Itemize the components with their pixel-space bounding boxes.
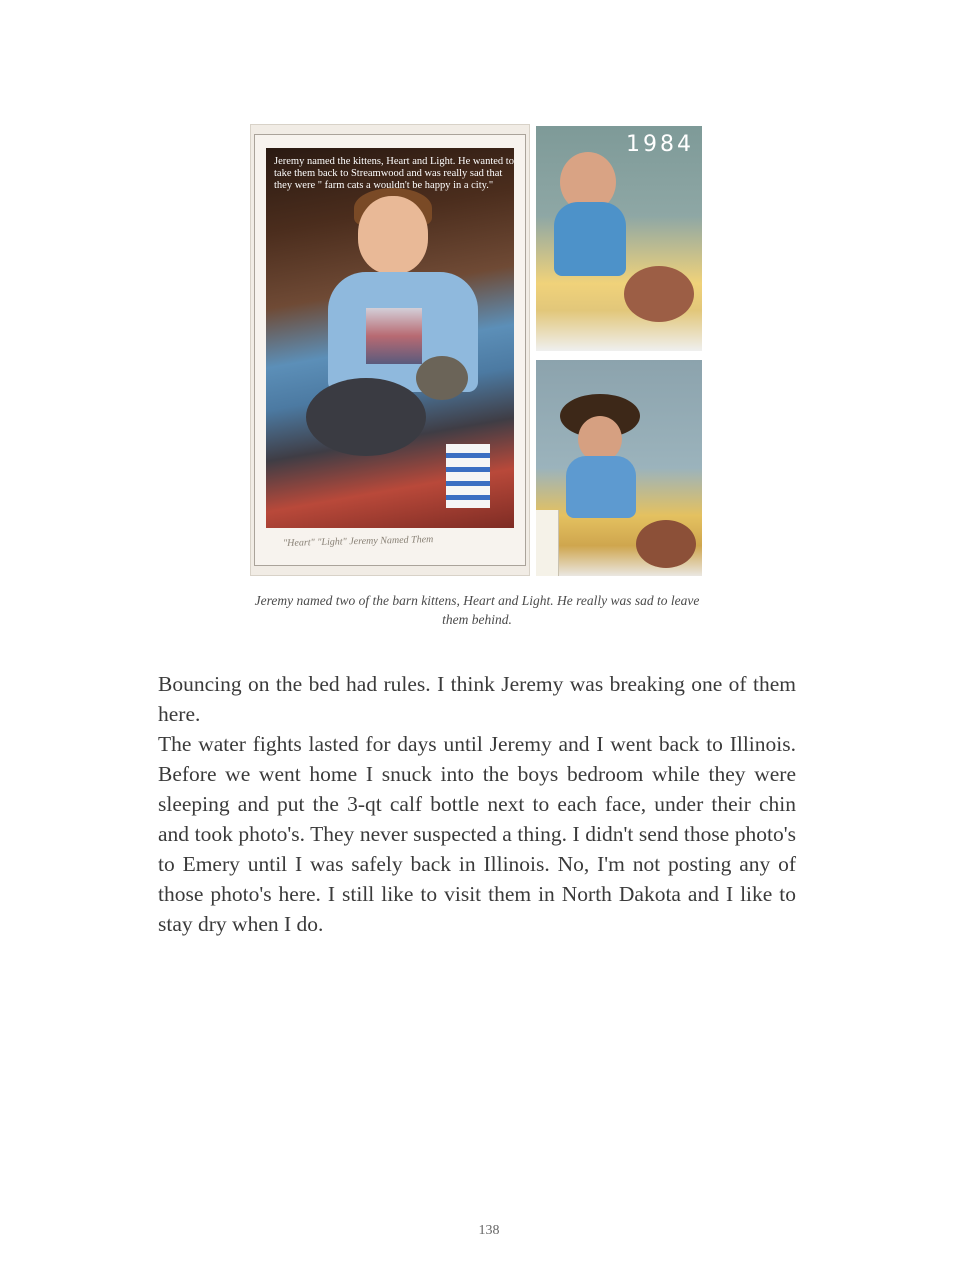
child-shirt [566, 456, 636, 518]
kitten-heart [306, 378, 426, 456]
year-stamp: 1984 [626, 132, 694, 157]
photo-kittens [250, 124, 530, 576]
photo-bed-bouncing [536, 360, 702, 576]
page-number: 138 [478, 1223, 500, 1238]
kitten-light [416, 356, 468, 400]
child-face [358, 196, 428, 274]
sleeping-child [624, 266, 694, 322]
paragraph: The water fights lasted for days until Jeremy and I went back to Illinois. Before we went home I snuck into the boys bedroom while they were sleeping and put the 3-qt calf bottle next to each face, under their chin and took photo's. They never suspected a thing. I didn't send those photo's to Emery until I was safely back in Illinois. No, I'm not posting any of those photo's here. I still like to visit them in North Dakota and I like to stay dry when I do. [158, 732, 796, 936]
shirt-print [366, 308, 422, 364]
paragraph: Bouncing on the bed had rules. I think Jeremy was breaking one of them here. [158, 672, 796, 726]
calf-bottle [536, 510, 559, 576]
photo-handwriting: "Heart" "Light" Jeremy Named Them [282, 534, 434, 550]
child-shirt [554, 202, 626, 276]
striped-sock [446, 444, 490, 508]
photo-collage [250, 124, 703, 578]
photo-kittens-image [266, 148, 514, 528]
sleeping-child [636, 520, 696, 568]
body-text [158, 669, 796, 939]
photo-bed-sitting [536, 126, 702, 351]
photo-frame [254, 134, 526, 566]
photo-note-text: Jeremy named the kittens, Heart and Light. He wanted to take them back to Streamwood and was really sad that they were " farm cats a wouldn't be happy in a city." [274, 156, 514, 191]
photo-caption: Jeremy named two of the barn kittens, Heart and Light. He really was sad to leave them behind. [254, 593, 700, 627]
